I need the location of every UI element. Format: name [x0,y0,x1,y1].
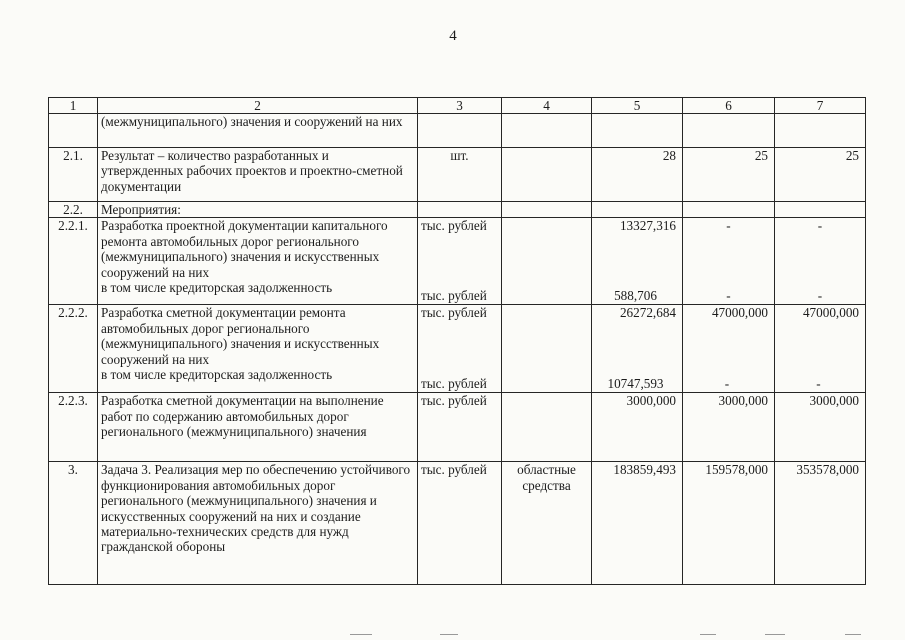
row-value-7 [775,202,866,218]
row-value-6-sub: - [724,376,730,391]
table-row [49,305,866,393]
row-value-7: 47000,000 [802,305,859,321]
header-cell: 5 [592,98,683,114]
row-source [502,218,592,305]
row-value-6-cell [683,305,775,393]
row-number: 2.2.3. [49,393,98,462]
row-value-6 [683,202,775,218]
row-value-7: 353578,000 [775,462,866,585]
row-name: Разработка сметной документации на выполнение работ по содержанию автомобильных дорог регионального (межмуниципального) значения [98,393,418,462]
row-unit [418,114,502,148]
page-number: 4 [449,28,457,44]
row-value-5: 26272,684 [619,305,676,321]
header-cell: 1 [49,98,98,114]
header-cell: 3 [418,98,502,114]
row-source [502,393,592,462]
row-value-6: 3000,000 [683,393,775,462]
row-unit-cell [418,218,502,305]
row-source [502,114,592,148]
row-value-7: - [817,218,823,234]
row-number: 2.2.2. [49,305,98,393]
row-name: Разработка сметной документации ремонта автомобильных дорог регионального (межмуниципального) значения и искусственных сооружений на них [101,305,380,367]
row-name: Результат – количество разработанных и утвержденных рабочих проектов и проектно-сметной документации [98,148,418,202]
row-unit: тыс. рублей [418,462,502,585]
row-value-5-cell [592,305,683,393]
header-cell: 7 [775,98,866,114]
row-value-6-sub: - [726,288,731,303]
document-table [48,97,866,585]
row-name-sub: в том числе кредиторская задолженность [101,280,333,296]
table-header-row [49,98,866,114]
row-value-6: 47000,000 [711,305,768,321]
row-number: 2.1. [49,148,98,202]
row-value-7-cell [775,218,866,305]
row-unit [418,202,502,218]
row-number: 2.2. [49,202,98,218]
row-value-5 [592,202,683,218]
row-unit: тыс. рублей [421,218,487,234]
table-row [49,114,866,148]
row-unit: шт. [418,148,502,202]
header-cell: 6 [683,98,775,114]
table-row [49,218,866,305]
table-row [49,202,866,218]
row-source [502,305,592,393]
row-value-7: 3000,000 [775,393,866,462]
row-number: 2.2.1. [49,218,98,305]
row-value-5-sub: 588,706 [614,288,657,303]
row-name-sub: в том числе кредиторская задолженность [101,367,333,383]
row-value-5: 3000,000 [592,393,683,462]
row-value-5-sub: 10747,593 [607,376,664,391]
row-source [502,148,592,202]
row-value-7: 25 [775,148,866,202]
table-row [49,393,866,462]
scan-artifacts [0,632,905,640]
row-value-6-cell [683,218,775,305]
row-value-6 [683,114,775,148]
row-value-6: - [726,218,731,234]
row-name: Мероприятия: [98,202,418,218]
row-name-cell [98,218,418,305]
row-value-5: 183859,493 [592,462,683,585]
row-number: 3. [49,462,98,585]
row-value-6: 159578,000 [683,462,775,585]
row-value-5: 13327,316 [619,218,676,234]
row-source: областные средства [502,462,592,585]
header-cell: 2 [98,98,418,114]
row-value-7 [775,114,866,148]
table-row [49,462,866,585]
row-source [502,202,592,218]
row-name: (межмуниципального) значения и сооружений на них [98,114,418,148]
row-name: Задача 3. Реализация мер по обеспечению устойчивого функционирования автомобильных дорог регионального (межмуниципального) значения и искусственных сооружений на них и создание материально-технических средств для нужд гражданской обороны [98,462,418,585]
row-name-cell [98,305,418,393]
row-name: Разработка проектной документации капитального ремонта автомобильных дорог регионального (межмуниципального) значения и искусственных сооружений на них [101,218,388,280]
row-value-7-cell [775,305,866,393]
row-value-5: 28 [592,148,683,202]
row-unit: тыс. рублей [418,393,502,462]
row-unit-sub: тыс. рублей [421,288,487,303]
row-value-7-sub: - [817,288,823,303]
table-row [49,148,866,202]
header-cell: 4 [502,98,592,114]
row-value-7-sub: - [816,376,821,391]
row-value-5 [592,114,683,148]
row-value-6: 25 [683,148,775,202]
row-unit-cell [418,305,502,393]
row-number [49,114,98,148]
row-unit-sub: тыс. рублей [421,376,487,391]
row-value-5-cell [592,218,683,305]
row-unit: тыс. рублей [421,305,487,321]
